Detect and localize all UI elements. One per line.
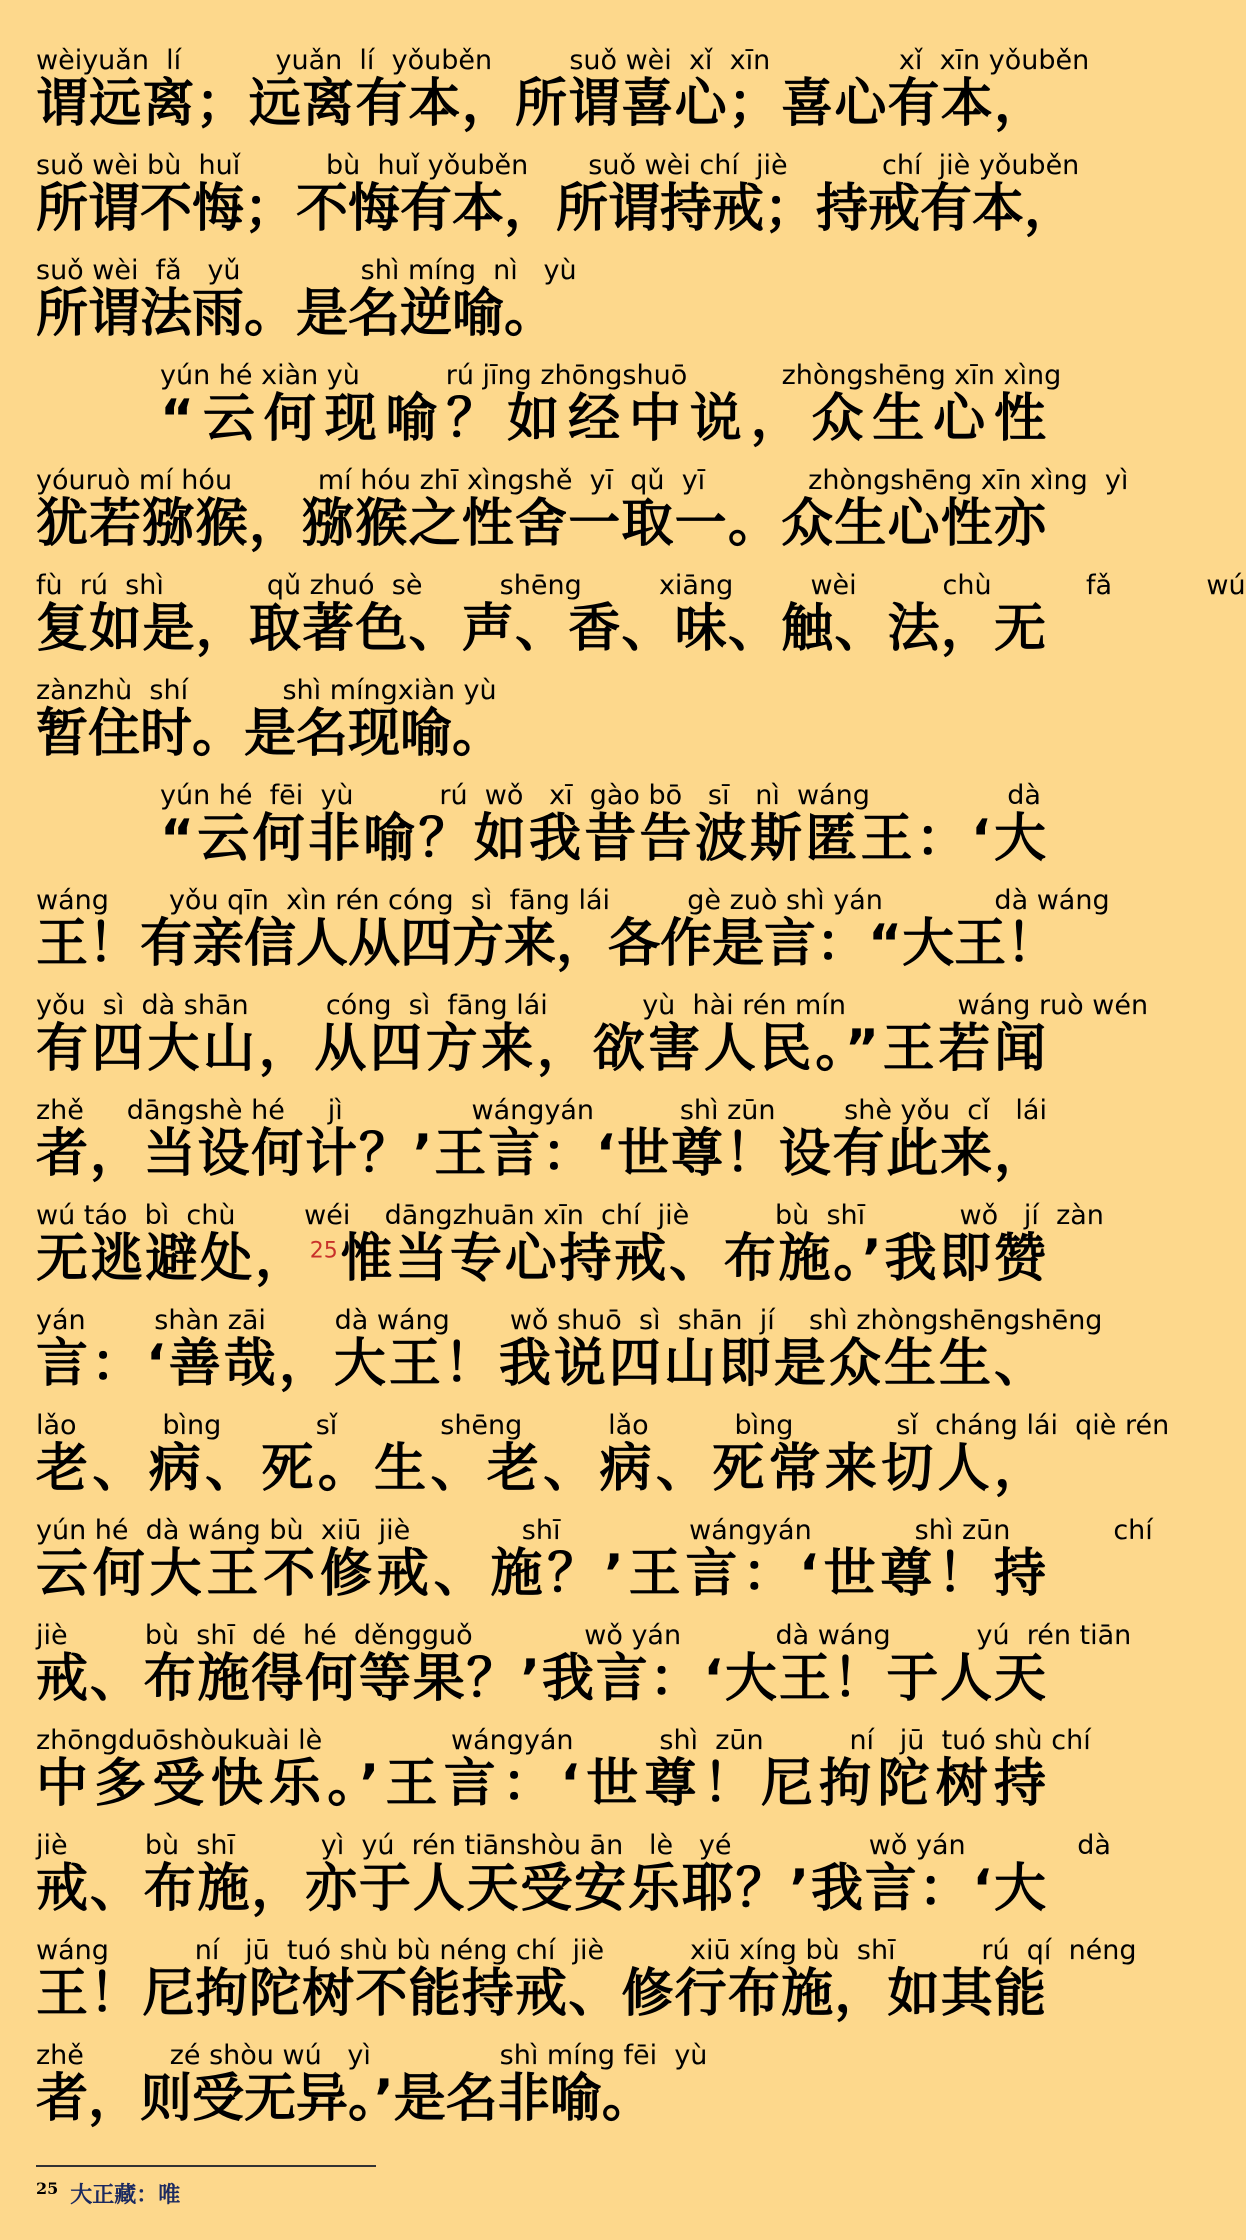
pinyin-row: suǒ wèi fǎ yǔ shì míng nì yù: [36, 255, 577, 286]
pinyin-row: zhě dāngshè hé jì wángyán shì zūn shè yǒu cǐ lái: [36, 1095, 1047, 1126]
pinyin-row: yún hé dà wáng bù xiū jiè shī wángyán shì zūn chí: [36, 1515, 1153, 1546]
text-line: [36, 1599, 1132, 1709]
hanzi-row: 老、病、死。生、老、病、死常来切人，: [36, 1439, 1046, 1499]
pinyin-row: lǎo bìng sǐ shēng lǎo bìng sǐ cháng lái qiè rén: [36, 1410, 1170, 1441]
footnote-text: 大正藏：唯: [70, 2182, 181, 2208]
text-line: [36, 1389, 1170, 1499]
text-line: [36, 234, 1046, 344]
hanzi-row: 所谓不悔；不悔有本，所谓持戒；持戒有本，: [36, 179, 1077, 239]
hanzi-segment: 惟当专心持戒、布施。’我即赞: [337, 1229, 1046, 1289]
pinyin-row: wáng yǒu qīn xìn rén cóng sì fāng lái gè zuò shì yán dà wáng: [36, 885, 1110, 916]
text-line: [36, 759, 1046, 869]
hanzi-row: 者，则受无异。’是名非喻。: [36, 2069, 654, 2129]
hanzi-row: 所谓法雨。是名逆喻。: [36, 284, 557, 344]
hanzi-row: 中多受快乐。’王言：‘世尊！尼拘陀树持: [36, 1754, 1046, 1814]
hanzi-row: [36, 1229, 1046, 1289]
hanzi-row: 戒、布施得何等果？’我言：‘大王！于人天: [36, 1649, 1046, 1709]
pinyin-row: yún hé xiàn yù rú jīng zhōngshuō zhòngshēng xīn xìng: [160, 360, 1062, 391]
text-line: [36, 969, 1149, 1079]
text-line: [36, 1704, 1091, 1814]
footnote-reference[interactable]: 25: [309, 1238, 338, 1264]
hanzi-row: 犹若猕猴，猕猴之性舍一取一。众生心性亦: [36, 494, 1046, 554]
pinyin-row: wèiyuǎn lí yuǎn lí yǒuběn suǒ wèi xǐ xīn xǐ xīn yǒuběn: [36, 45, 1090, 76]
text-line: [36, 1809, 1111, 1919]
hanzi-segment: 无逃避处，: [36, 1229, 310, 1289]
pinyin-row: yóuruò mí hóu mí hóu zhī xìngshě yī qǔ yī zhòngshēng xīn xìng yì: [36, 465, 1129, 496]
text-line: [36, 1074, 1047, 1184]
pinyin-row: zànzhù shí shì míngxiàn yù: [36, 675, 497, 706]
text-line: [36, 339, 1062, 449]
hanzi-row: 谓远离；远离有本，所谓喜心；喜心有本，: [36, 74, 1046, 134]
hanzi-row: 戒、布施，亦于人天受安乐耶？’我言：‘大: [36, 1859, 1046, 1919]
pinyin-row: yán shàn zāi dà wáng wǒ shuō sì shān jí shì zhòngshēngshēng: [36, 1305, 1103, 1336]
hanzi-row: 王！尼拘陀树不能持戒、修行布施，如其能: [36, 1964, 1046, 2024]
text-line: [36, 24, 1090, 134]
hanzi-row: 暂住时。是名现喻。: [36, 704, 505, 764]
footnote-divider: [36, 2165, 376, 2167]
hanzi-row: “云何现喻？如经中说，众生心性: [160, 389, 1046, 449]
text-line: [36, 654, 1046, 764]
pinyin-row: wú táo bì chù wéi dāngzhuān xīn chí jiè bù shī wǒ jí zàn: [36, 1200, 1104, 1231]
pinyin-row: zhě zé shòu wú yì shì míng fēi yù: [36, 2040, 708, 2071]
pinyin-text-block: [36, 24, 1246, 2129]
text-line: [36, 444, 1129, 554]
hanzi-row: 有四大山，从四方来，欲害人民。”王若闻: [36, 1019, 1046, 1079]
pinyin-row: yǒu sì dà shān cóng sì fāng lái yù hài rén mín wáng ruò wén: [36, 990, 1149, 1021]
text-line: [36, 1914, 1137, 2024]
text-line: [36, 2019, 1046, 2129]
text-line: [36, 129, 1080, 239]
pinyin-row: zhōngduōshòukuài lè wángyán shì zūn ní jū tuó shù chí: [36, 1725, 1091, 1756]
pinyin-row: suǒ wèi bù huǐ bù huǐ yǒuběn suǒ wèi chí jiè chí jiè yǒuběn: [36, 150, 1080, 181]
text-line: [36, 864, 1110, 974]
text-line: [36, 1494, 1153, 1604]
text-line: [36, 549, 1246, 659]
pinyin-row: yún hé fēi yù rú wǒ xī gào bō sī nì wáng dà: [160, 780, 1041, 811]
text-line: [36, 1284, 1103, 1394]
pinyin-row: fù rú shì qǔ zhuó sè shēng xiāng wèi chù fǎ wú: [36, 570, 1246, 601]
hanzi-row: 复如是，取著色、声、香、味、触、法，无: [36, 599, 1046, 659]
hanzi-row: 言：‘善哉，大王！我说四山即是众生生、: [36, 1334, 1046, 1394]
hanzi-row: 者，当设何计？’王言：‘世尊！设有此来，: [36, 1124, 1046, 1184]
hanzi-row: 王！有亲信人从四方来，各作是言：“大王！: [36, 914, 1059, 974]
hanzi-row: “云何非喻？如我昔告波斯匿王：‘大: [160, 809, 1046, 869]
pinyin-row: jiè bù shī yì yú rén tiānshòu ān lè yé wǒ yán dà: [36, 1830, 1111, 1861]
text-line: [36, 1179, 1104, 1289]
footnote-number: 25: [36, 2178, 59, 2198]
pinyin-row: wáng ní jū tuó shù bù néng chí jiè xiū xíng bù shī rú qí néng: [36, 1935, 1137, 1966]
hanzi-row: 云何大王不修戒、施？’王言：‘世尊！持: [36, 1544, 1046, 1604]
footnote: [36, 2178, 180, 2209]
pinyin-row: jiè bù shī dé hé děngguǒ wǒ yán dà wáng yú rén tiān: [36, 1620, 1132, 1651]
